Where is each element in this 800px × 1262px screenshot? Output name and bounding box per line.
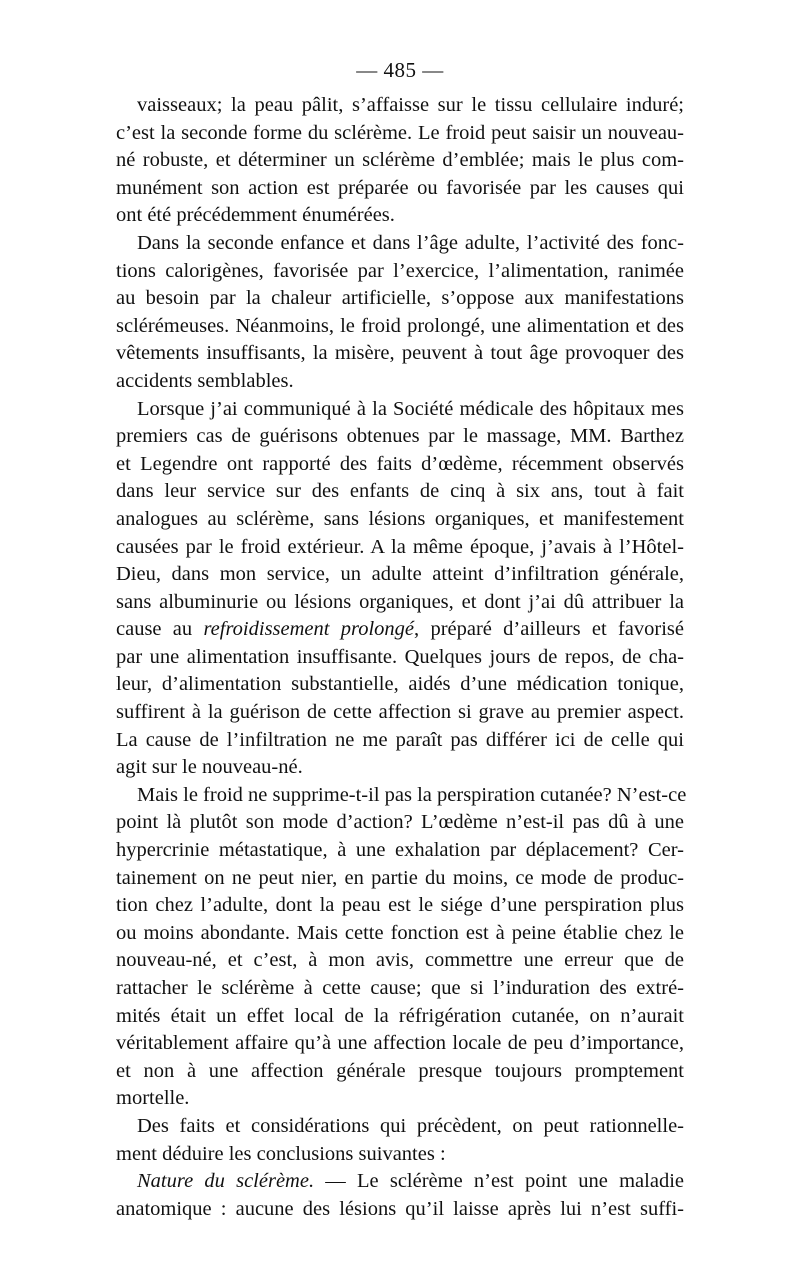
paragraph-4 (116, 782, 687, 1113)
text-line: c’est la seconde forme du sclérème. Le froid peut saisir un nouveau- (116, 121, 684, 144)
text-line: causées par le froid extérieur. A la même époque, j’avais à l’Hôtel- (116, 535, 684, 558)
paragraph-6 (116, 1168, 684, 1223)
text-segment: — Le sclérème n’est point une maladie (314, 1170, 684, 1193)
text-line: point là plutôt son mode d’action? L’œdème n’est-il pas dû à une (116, 811, 684, 834)
text-line: agit sur le nouveau-né. (116, 756, 303, 779)
text-line: munément son action est préparée ou favorisée par les causes qui (116, 176, 684, 199)
paragraph-3 (116, 396, 684, 782)
body-text (116, 92, 687, 1223)
text-line: ont été précédemment énumérées. (116, 204, 395, 227)
text-line: tions calorigènes, favorisée par l’exercice, l’alimentation, ranimée (116, 259, 684, 282)
text-line: Dans la seconde enfance et dans l’âge adulte, l’activité des fonc- (137, 231, 684, 254)
section-heading: Nature du sclérème. (137, 1170, 315, 1193)
text-line: Dieu, dans mon service, un adulte atteint d’infiltration générale, (116, 563, 684, 586)
text-line: vaisseaux; la peau pâlit, s’affaisse sur le tissu cellulaire induré; (137, 94, 684, 116)
text-line: tion chez l’adulte, dont la peau est le siége d’une perspiration plus (116, 894, 684, 917)
text-line: par une alimentation insuffisante. Quelques jours de repos, de cha- (116, 645, 684, 668)
text-line-emphasis (116, 616, 684, 644)
text-line: hypercrinie métastatique, à une exhalation par déplacement? Cer- (116, 839, 684, 862)
text-line: au besoin par la chaleur artificielle, s’oppose aux manifestations (116, 287, 684, 310)
text-line: véritablement affaire qu’à une affection locale de peu d’importance, (116, 1032, 684, 1055)
text-segment: cause au (116, 618, 204, 641)
text-line: leur, d’alimentation substantielle, aidés d’une médication tonique, (116, 673, 684, 696)
text-line: Mais le froid ne supprime-t-il pas la perspiration cutanée? N’est-ce (137, 783, 687, 806)
text-line: La cause de l’infiltration ne me paraît pas différer ici de celle qui (116, 728, 684, 751)
text-line: analogues au sclérème, sans lésions organiques, et manifestement (116, 507, 684, 530)
paragraph-5 (116, 1113, 684, 1168)
text-line: accidents semblables. (116, 369, 294, 392)
text-line: mortelle. (116, 1087, 190, 1110)
text-segment: , préparé d’ailleurs et favorisé (414, 618, 684, 641)
text-line: ou moins abondante. Mais cette fonction est à peine établie chez le (116, 921, 684, 944)
italic-emphasis: refroidissement prolongé (203, 618, 415, 641)
text-line: et Legendre ont rapporté des faits d’œdème, récemment observés (116, 452, 684, 475)
text-line: né robuste, et déterminer un sclérème d’emblée; mais le plus com- (116, 149, 684, 172)
text-line: dans leur service sur des enfants de cinq à six ans, tout à fait (116, 480, 684, 503)
text-line: Lorsque j’ai communiqué à la Société médicale des hôpitaux mes (137, 397, 684, 420)
text-line: anatomique : aucune des lésions qu’il laisse après lui n’est suffi- (116, 1197, 684, 1220)
text-line: rattacher le sclérème à cette cause; que si l’induration des extré- (116, 977, 684, 999)
text-line: tainement on ne peut nier, en partie du moins, ce mode de produc- (116, 866, 684, 889)
page-number: — 485 — (356, 58, 444, 82)
text-line: sclérémeuses. Néanmoins, le froid prolongé, une alimentation et des (116, 314, 684, 337)
paragraph-2 (116, 230, 684, 396)
text-line: premiers cas de guérisons obtenues par le massage, MM. Barthez (116, 425, 684, 448)
paragraph-1 (116, 92, 684, 230)
text-line: nouveau-né, et c’est, à mon avis, commettre une erreur que de (116, 949, 684, 972)
text-line-heading (116, 1168, 684, 1196)
text-line: suffirent à la guérison de cette affection si grave au premier aspect. (116, 701, 684, 724)
text-line: sans albuminurie ou lésions organiques, et dont j’ai dû attribuer la (116, 590, 684, 613)
text-line: mités était un effet local de la réfrigération cutanée, on n’aurait (116, 1004, 684, 1027)
text-line: et non à une affection générale presque toujours promptement (116, 1059, 684, 1082)
text-line: ment déduire les conclusions suivantes : (116, 1142, 446, 1165)
text-line: vêtements insuffisants, la misère, peuvent à tout âge provoquer des (116, 342, 684, 365)
text-line: Des faits et considérations qui précèdent, on peut rationnelle- (137, 1114, 684, 1137)
